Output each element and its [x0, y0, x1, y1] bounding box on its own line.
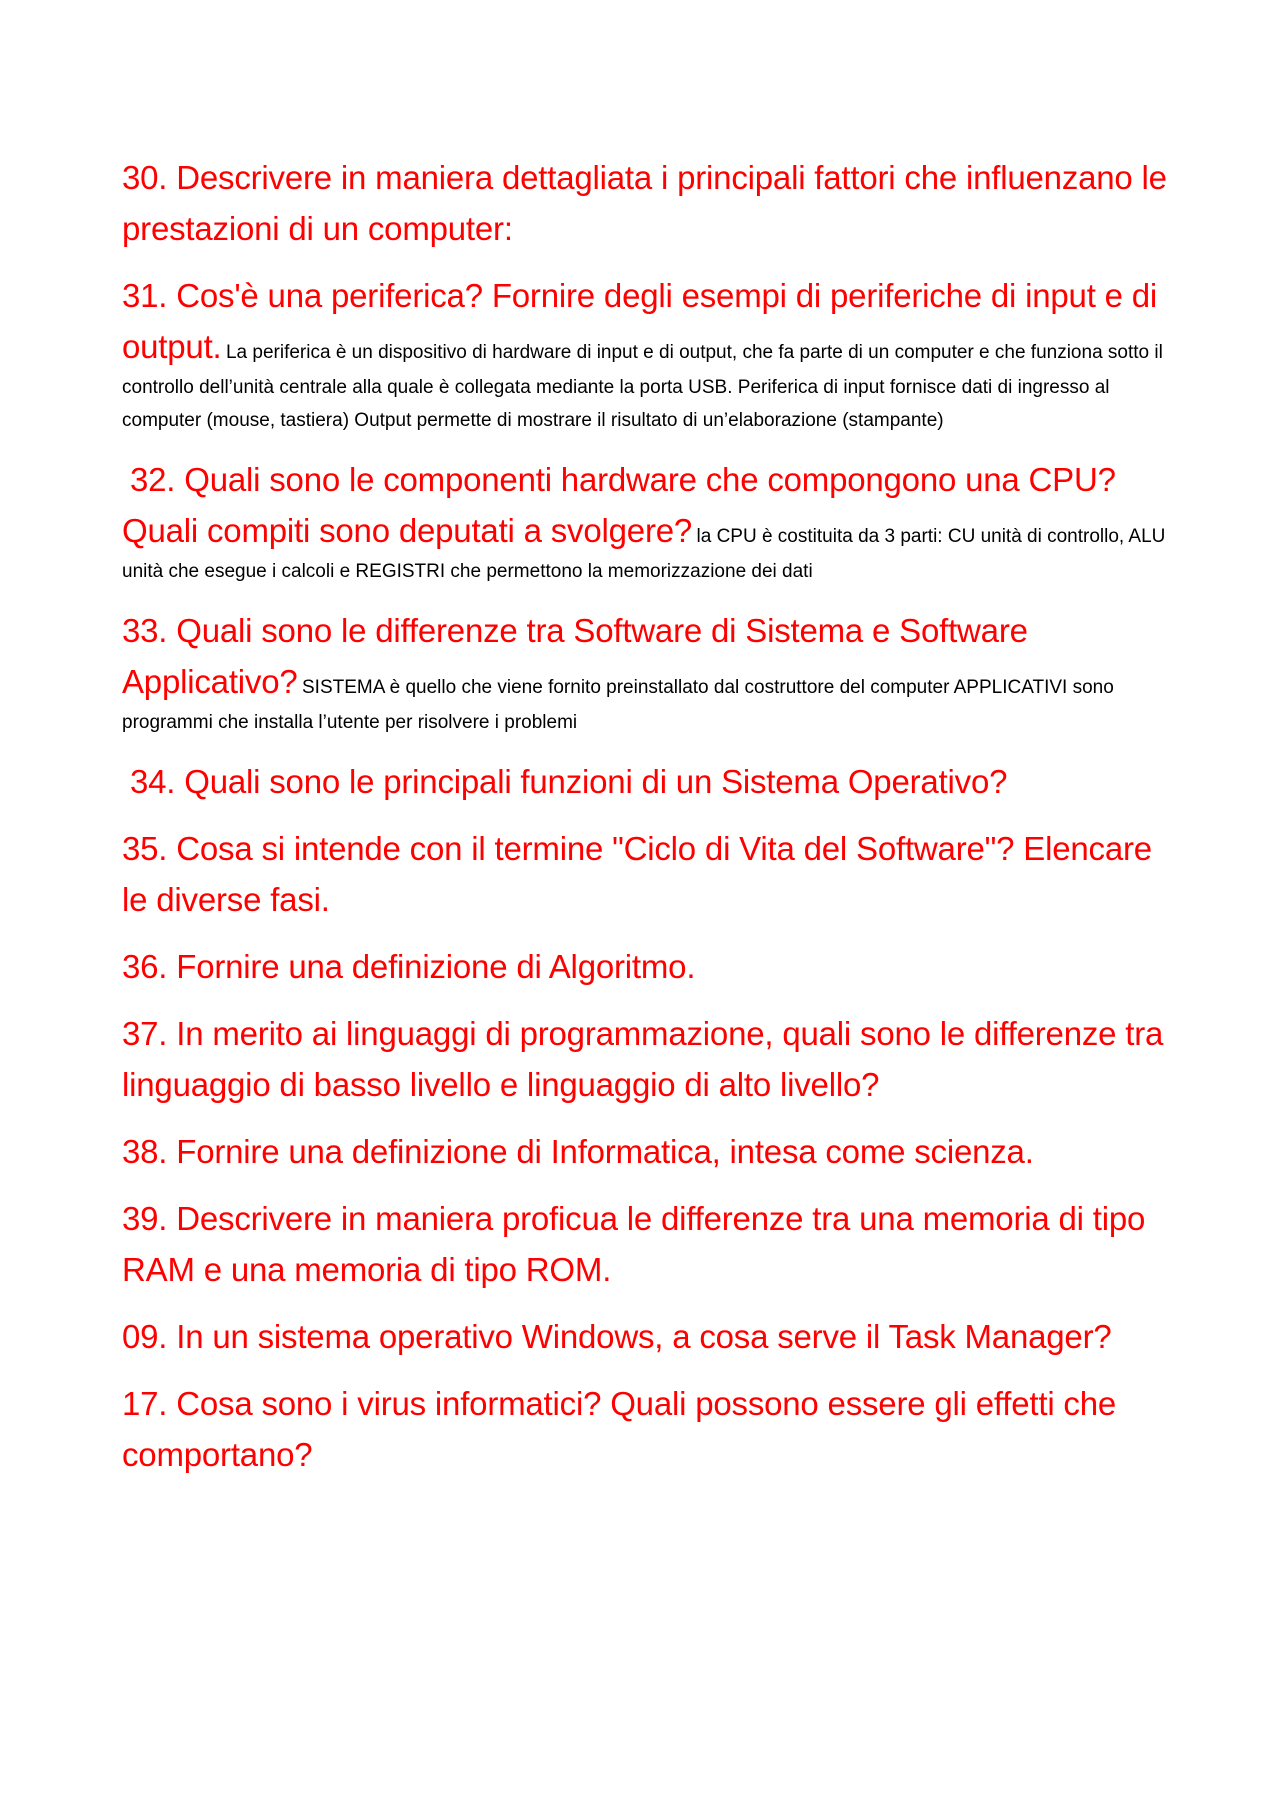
question-33 — [122, 605, 1172, 740]
question-text: 32. Quali sono le componenti hardware che compongono una CPU? Quali compiti sono deputati a svolgere? — [122, 461, 1116, 549]
question-30 — [122, 152, 1172, 254]
question-09 — [122, 1311, 1172, 1362]
question-text: 34. Quali sono le principali funzioni di un Sistema Operativo? — [130, 763, 1008, 800]
question-text: 09. In un sistema operativo Windows, a cosa serve il Task Manager? — [122, 1318, 1112, 1355]
answer-text: SISTEMA è quello che viene fornito preinstallato dal costruttore del computer APPLICATIVI sono programmi che installa l’utente per risolvere i problemi — [122, 677, 1114, 733]
question-32 — [122, 454, 1172, 589]
question-text: 17. Cosa sono i virus informatici? Quali possono essere gli effetti che comportano? — [122, 1385, 1117, 1473]
question-38 — [122, 1126, 1172, 1177]
question-text: 39. Descrivere in maniera proficua le differenze tra una memoria di tipo RAM e una memoria di tipo ROM. — [122, 1200, 1146, 1288]
question-35 — [122, 823, 1172, 925]
question-text: 31. Cos'è una periferica? Fornire degli esempi di periferiche di input e di output. — [122, 277, 1158, 365]
answer-text: la CPU è costituita da 3 parti: CU unità di controllo, ALU unità che esegue i calcoli e REGISTRI che permettono la memorizzazione dei dati — [122, 526, 1166, 582]
question-text: 35. Cosa si intende con il termine "Ciclo di Vita del Software"? Elencare le diverse fasi. — [122, 830, 1152, 918]
question-text: 30. Descrivere in maniera dettagliata i principali fattori che influenzano le prestazioni di un computer: — [122, 159, 1167, 247]
document-page — [122, 152, 1172, 1496]
question-text: 33. Quali sono le differenze tra Software di Sistema e Software Applicativo? — [122, 612, 1028, 700]
question-36 — [122, 941, 1172, 992]
question-31 — [122, 270, 1172, 438]
question-text: 38. Fornire una definizione di Informatica, intesa come scienza. — [122, 1133, 1034, 1170]
answer-text: La periferica è un dispositivo di hardware di input e di output, che fa parte di un computer e che funziona sotto il controllo dell’unità centrale alla quale è collegata mediante la porta USB. Periferica di input fornisce dati di ingresso al computer (mouse, tastiera) Output permette di mostrare il risultato di un’elaborazione (stampante) — [122, 342, 1163, 431]
question-34 — [122, 756, 1172, 807]
question-17 — [122, 1378, 1172, 1480]
question-text: 36. Fornire una definizione di Algoritmo. — [122, 948, 696, 985]
question-37 — [122, 1008, 1172, 1110]
question-39 — [122, 1193, 1172, 1295]
question-text: 37. In merito ai linguaggi di programmazione, quali sono le differenze tra linguaggio di basso livello e linguaggio di alto livello? — [122, 1015, 1164, 1103]
